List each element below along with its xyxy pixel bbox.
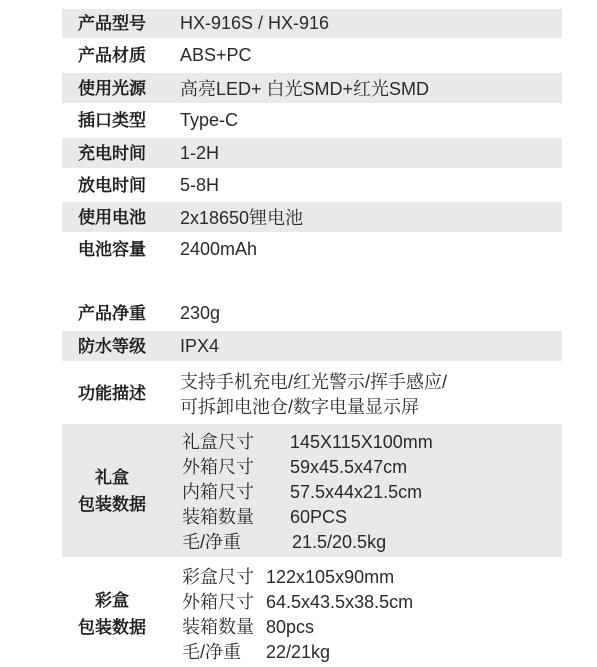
spec-value: 2x18650锂电池 [180, 208, 304, 228]
gift-box-packaging [62, 424, 562, 557]
color-box-entry: 彩盒尺寸 122x105x90mm [182, 567, 395, 587]
spec-label: 电池容量 [78, 239, 146, 259]
color-box-entry: 装箱数量 80pcs [182, 617, 315, 637]
gift-box-label: 礼盒 包装数据 [78, 467, 146, 514]
gift-box-entry: 装箱数量 60PCS [182, 507, 348, 527]
color-box-entry: 毛/净重 22/21kg [182, 642, 331, 662]
spec-row-battery [62, 202, 562, 232]
spec-value: HX-916S / HX-916 [180, 13, 330, 33]
spec-row-model [62, 9, 562, 38]
spec-label: 使用电池 [78, 207, 146, 227]
spec-label: 产品型号 [78, 14, 146, 33]
spec-value: 5-8H [180, 174, 220, 195]
spec-value: IPX4 [180, 335, 220, 356]
feature-line: 支持手机充电/红光警示/挥手感应/ [180, 372, 448, 392]
spec-value [180, 364, 447, 422]
spec-value: Type-C [180, 109, 239, 130]
spec-label: 使用光源 [78, 78, 146, 98]
spec-row-waterproof [62, 331, 562, 361]
spec-label: 功能描述 [78, 383, 146, 403]
spec-row-light-source [62, 73, 562, 103]
color-box-entry: 外箱尺寸 64.5x43.5x38.5cm [182, 592, 414, 612]
spec-row-weight [62, 298, 562, 328]
feature-line: 可拆卸电池仓/数字电量显示屏 [180, 397, 419, 417]
spec-value: 高亮LED+ 白光SMD+红光SMD [180, 79, 430, 99]
gift-box-entry: 外箱尺寸 59x45.5x47cm [182, 457, 408, 477]
spec-label: 充电时间 [78, 143, 146, 163]
spec-value: 2400mAh [180, 238, 258, 259]
spec-row-port [62, 105, 562, 135]
spec-value: ABS+PC [180, 44, 252, 65]
spec-label: 防水等级 [78, 336, 146, 356]
spec-row-material [62, 40, 562, 70]
spec-value: 230g [180, 302, 221, 323]
spec-label: 插口类型 [78, 110, 146, 130]
color-box-label: 彩盒 包装数据 [78, 590, 146, 637]
spec-value: 1-2H [180, 142, 220, 163]
gift-box-entry: 毛/净重 21.5/20.5kg [182, 532, 387, 552]
spec-row-features [62, 364, 562, 422]
gift-box-entry: 内箱尺寸 57.5x44x21.5cm [182, 482, 423, 502]
spec-row-charge-time [62, 138, 562, 168]
spec-label: 放电时间 [78, 175, 146, 195]
gift-box-entry: 礼盒尺寸 145X115X100mm [182, 432, 433, 452]
color-box-packaging [62, 560, 562, 667]
spec-row-discharge-time [62, 170, 562, 200]
spec-row-capacity [62, 234, 562, 264]
spec-label: 产品净重 [78, 303, 146, 323]
spec-label: 产品材质 [78, 45, 146, 65]
